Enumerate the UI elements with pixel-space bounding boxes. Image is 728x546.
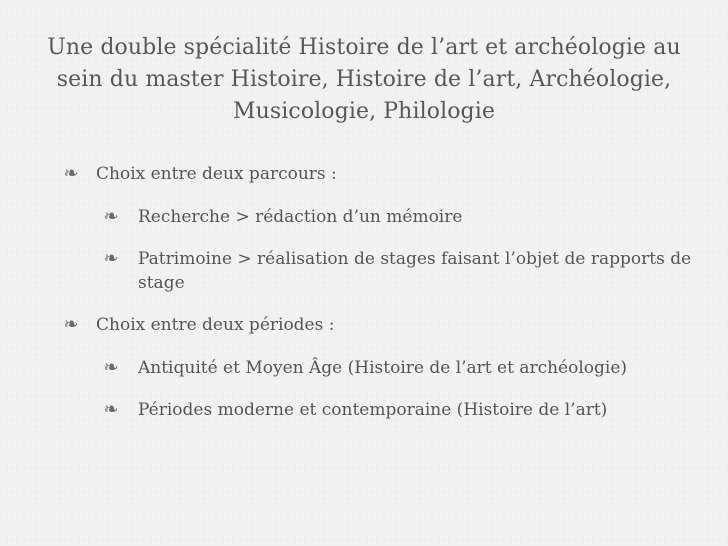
- list-item-text: Patrimoine > réalisation de stages faisant l’objet de rapports de stage: [138, 249, 692, 293]
- floral-heart-bullet-icon: ❧: [103, 399, 119, 420]
- floral-heart-bullet-icon: ❧: [63, 163, 79, 184]
- list-item-text: Recherche > rédaction d’un mémoire: [138, 207, 463, 227]
- list-item: [60, 398, 700, 422]
- floral-heart-bullet-icon: ❧: [103, 357, 119, 378]
- list-item: [60, 162, 700, 186]
- list-item: [60, 205, 700, 229]
- floral-heart-bullet-icon: ❧: [103, 248, 119, 269]
- bullet-list: [60, 162, 700, 440]
- list-item-text: Périodes moderne et contemporaine (Histoire de l’art): [138, 400, 608, 420]
- floral-heart-bullet-icon: ❧: [63, 314, 79, 335]
- list-item-text: Choix entre deux parcours :: [96, 164, 337, 184]
- list-item: [60, 247, 700, 295]
- list-item: [60, 356, 700, 380]
- list-item-text: Antiquité et Moyen Âge (Histoire de l’art et archéologie): [138, 358, 628, 378]
- slide-title: Une double spécialité Histoire de l’art et archéologie au sein du master Histoire, Histoire de l’art, Archéologie, Musicologie, Philologie: [47, 35, 681, 124]
- list-item-text: Choix entre deux périodes :: [96, 315, 335, 335]
- floral-heart-bullet-icon: ❧: [103, 206, 119, 227]
- list-item: [60, 313, 700, 337]
